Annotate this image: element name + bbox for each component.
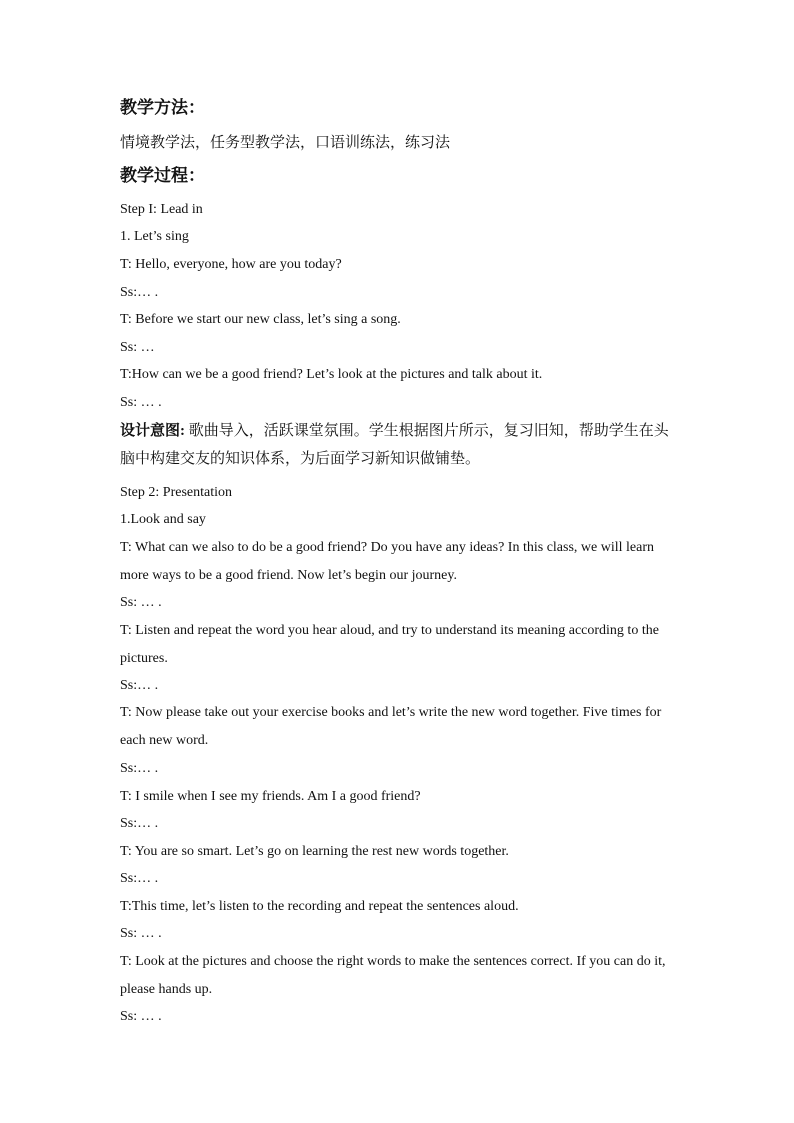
dialogue-line: T: Hello, everyone, how are you today? <box>120 257 342 272</box>
dialogue-line: T: Before we start our new class, let’s sing a song. <box>120 312 401 327</box>
design-intent-paragraph <box>120 417 680 473</box>
dialogue-line: Ss: … . <box>120 926 162 941</box>
dialogue-line: T: You are so smart. Let’s go on learning the rest new words together. <box>120 844 509 859</box>
process-heading: 教学过程： <box>120 166 205 185</box>
dialogue-line: T:How can we be a good friend? Let’s look at the pictures and talk about it. <box>120 367 543 382</box>
methods-heading: 教学方法： <box>120 98 205 117</box>
design-intent-label: 设计意图: <box>120 423 185 439</box>
step2-subtitle: 1.Look and say <box>120 512 206 527</box>
dialogue-paragraph: T: Listen and repeat the word you hear aloud, and try to understand its meaning according to the pictures. <box>120 623 659 666</box>
dialogue-line: Ss: … . <box>120 595 162 610</box>
dialogue-line: Ss:… . <box>120 285 159 300</box>
dialogue-line: Ss:… . <box>120 761 159 776</box>
step2-title: Step 2: Presentation <box>120 485 232 500</box>
dialogue-paragraph: T: What can we also to do be a good friend? Do you have any ideas? In this class, we will learn more ways to be a good friend. Now let’s begin our journey. <box>120 540 654 583</box>
methods-text: 情境教学法，任务型教学法，口语训练法，练习法 <box>120 135 451 151</box>
dialogue-line: Ss: … . <box>120 395 162 410</box>
dialogue-line: T:This time, let’s listen to the recording and repeat the sentences aloud. <box>120 899 519 914</box>
dialogue-line: T: I smile when I see my friends. Am I a good friend? <box>120 789 421 804</box>
dialogue-paragraph: T: Now please take out your exercise books and let’s write the new word together. Five times for each new word. <box>120 705 662 748</box>
dialogue-line: Ss:… . <box>120 678 159 693</box>
step1-title: Step I: Lead in <box>120 202 203 217</box>
design-intent-text: 歌曲导入，活跃课堂氛围。学生根据图片所示，复习旧知，帮助学生在头脑中构建交友的知识体系，为后面学习新知识做铺垫。 <box>120 423 669 467</box>
dialogue-line: Ss:… . <box>120 871 159 886</box>
dialogue-line: Ss:… . <box>120 816 159 831</box>
step1-subtitle: 1. Let’s sing <box>120 229 189 244</box>
dialogue-line: Ss: … . <box>120 1009 162 1024</box>
dialogue-line: Ss: … <box>120 340 155 355</box>
dialogue-paragraph: T: Look at the pictures and choose the right words to make the sentences correct. If you can do it, please hands up. <box>120 954 666 997</box>
